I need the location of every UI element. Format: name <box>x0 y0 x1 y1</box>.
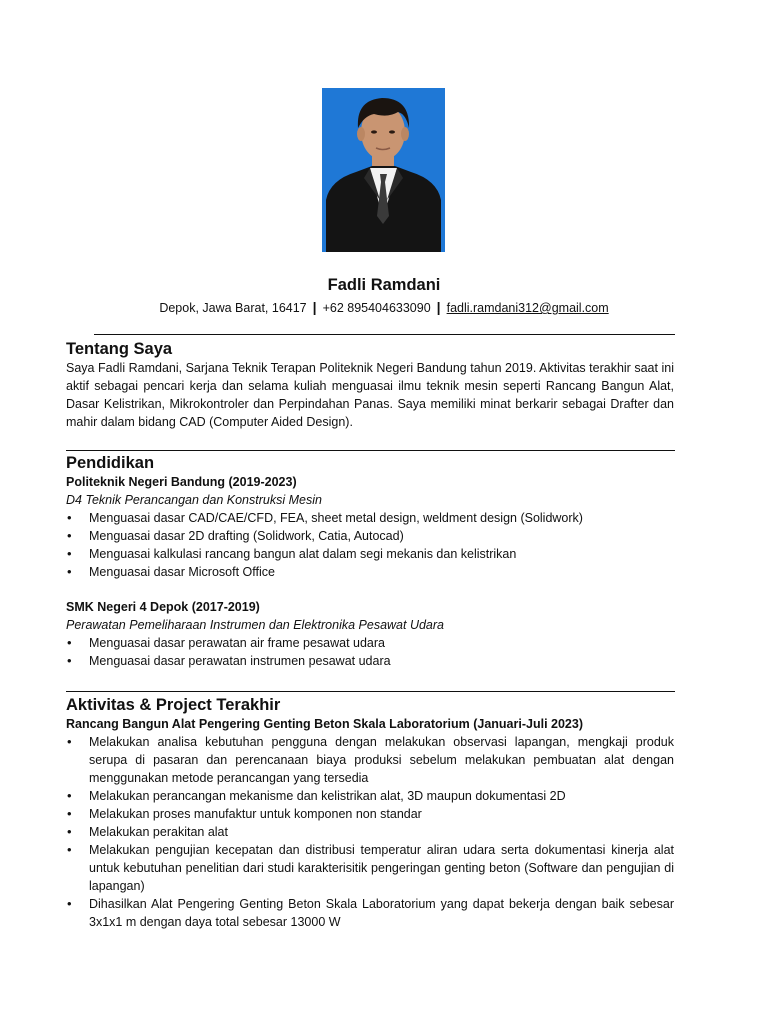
email-link[interactable]: fadli.ramdani312@gmail.com <box>446 301 609 315</box>
education-school: Politeknik Negeri Bandung (2019-2023) <box>66 475 297 489</box>
education-entry <box>66 598 674 670</box>
list-item: • Melakukan perancangan mekanisme dan kelistrikan alat, 3D maupun dokumentasi 2D <box>66 787 674 805</box>
project-title: Rancang Bangun Alat Pengering Genting Beton Skala Laboratorium (Januari-Juli 2023) <box>66 717 583 731</box>
list-item: • Melakukan perakitan alat <box>66 823 674 841</box>
list-item: • Dihasilkan Alat Pengering Genting Beton Skala Laboratorium yang dapat bekerja dengan baik sebesar 3x1x1 m dengan daya total sebesar 13000 W <box>66 895 674 931</box>
education-entry <box>66 473 674 581</box>
about-section <box>66 339 674 431</box>
list-item: • Menguasai dasar perawatan instrumen pesawat udara <box>66 652 674 670</box>
education-skill-list <box>66 634 674 670</box>
education-section <box>66 453 674 670</box>
profile-photo <box>322 88 445 252</box>
project-activity-list <box>66 733 674 931</box>
education-school: SMK Negeri 4 Depok (2017-2019) <box>66 600 260 614</box>
list-item: • Menguasai dasar perawatan air frame pesawat udara <box>66 634 674 652</box>
contact-separator: | <box>312 299 317 315</box>
location-text: Depok, Jawa Barat, 16417 <box>159 301 307 315</box>
projects-title: Aktivitas & Project Terakhir <box>66 696 281 714</box>
list-item: • Melakukan proses manufaktur untuk komponen non standar <box>66 805 674 823</box>
education-skill-list <box>66 509 674 581</box>
header-divider <box>94 334 675 335</box>
list-item: • Melakukan analisa kebutuhan pengguna dengan melakukan observasi lapangan, mengkaji produk serupa di pasaran dan perencanaan biaya produksi sebelum melakukan pembuatan alat dengan menggunakan metode perancangan yang tersedia <box>66 733 674 787</box>
phone-text: +62 895404633090 <box>322 301 431 315</box>
contact-line <box>0 299 768 315</box>
education-program: Perawatan Pemeliharaan Instrumen dan Elektronika Pesawat Udara <box>66 618 444 632</box>
person-portrait-image <box>322 88 445 252</box>
list-item: • Menguasai dasar Microsoft Office <box>66 563 674 581</box>
section-divider <box>66 450 675 451</box>
list-item: • Menguasai dasar 2D drafting (Solidwork, Catia, Autocad) <box>66 527 674 545</box>
education-program: D4 Teknik Perancangan dan Konstruksi Mesin <box>66 493 322 507</box>
candidate-name: Fadli Ramdani <box>327 276 441 294</box>
list-item: • Menguasai dasar CAD/CAE/CFD, FEA, sheet metal design, weldment design (Solidwork) <box>66 509 674 527</box>
section-divider <box>66 691 675 692</box>
about-text: Saya Fadli Ramdani, Sarjana Teknik Terapan Politeknik Negeri Bandung tahun 2019. Aktivitas terakhir saat ini aktif sebagai pencari kerja dan selama kuliah menguasai ilmu teknik mesin seperti Rancang Bangun Alat, Dasar Kelistrikan, Mikrokontroler dan Perpindahan Panas. Saya memiliki minat berkarir sebagai Drafter dan mahir dalam bidang CAD (Computer Aided Design). <box>66 361 674 429</box>
about-title: Tentang Saya <box>66 340 173 358</box>
projects-section <box>66 695 674 931</box>
list-item: • Melakukan pengujian kecepatan dan distribusi temperatur aliran udara serta dokumentasi kinerja alat untuk kebutuhan penelitian dari studi karakterisitik pengeringan genting beton (Software dan pengujian di lapangan) <box>66 841 674 895</box>
contact-separator: | <box>436 299 441 315</box>
education-title: Pendidikan <box>66 454 155 472</box>
list-item: • Menguasai kalkulasi rancang bangun alat dalam segi mekanis dan kelistrikan <box>66 545 674 563</box>
